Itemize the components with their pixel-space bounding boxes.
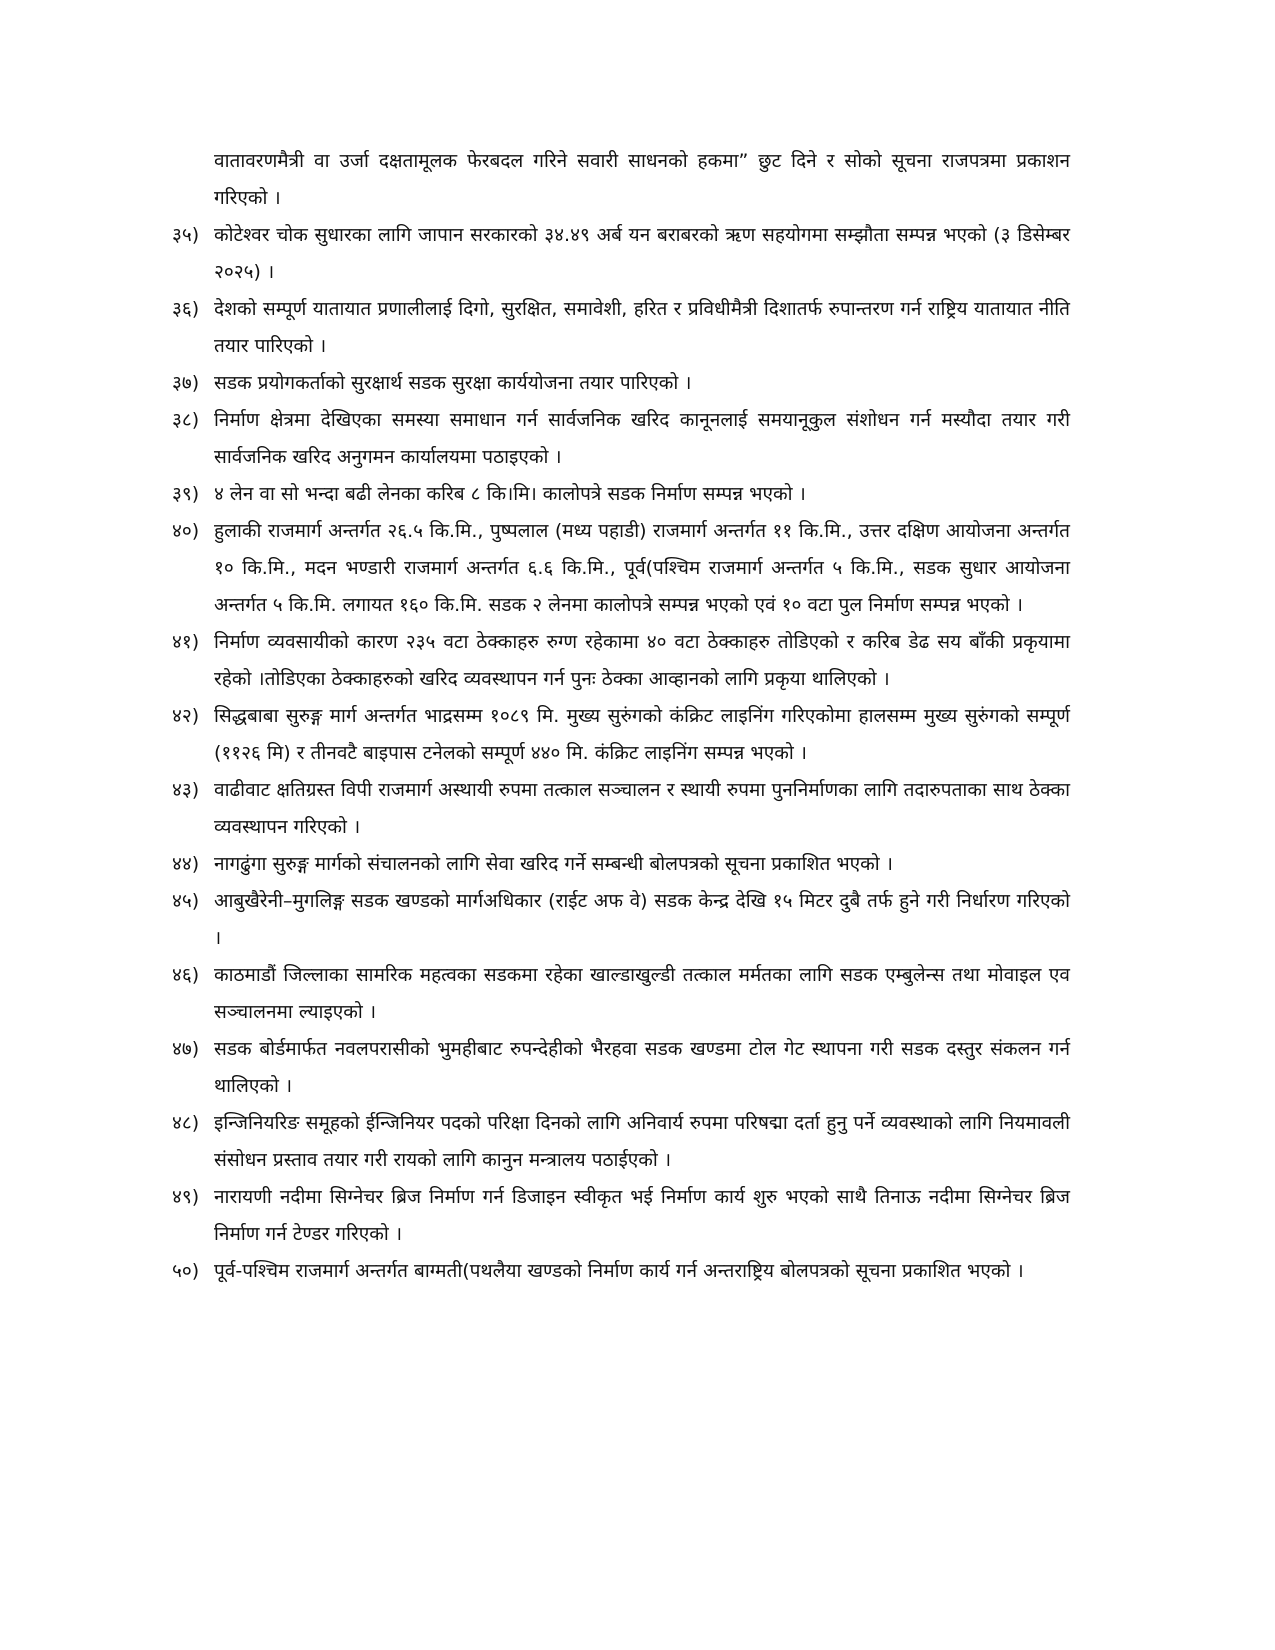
list-item — [172, 1179, 1070, 1253]
item-number: ४४) — [172, 853, 200, 875]
item-number: ४८) — [172, 1112, 200, 1134]
item-number: ३६) — [172, 298, 200, 320]
item-text: आबुखैरेनी–मुगलिङ्ग सडक खण्डको मार्गअधिकार (राईट अफ वे) सडक केन्द्र देखि १५ मिटर दुबै तर्फ हुने गरी निर्धारण गरिएको । — [214, 890, 1070, 949]
list-item — [172, 957, 1070, 1031]
item-number: ५०) — [172, 1260, 200, 1282]
item-number: ३७) — [172, 372, 200, 394]
continuation-paragraph: वातावरणमैत्री वा उर्जा दक्षतामूलक फेरबदल गरिने सवारी साधनको हकमा” छुट दिने र सोको सूचना राजपत्रमा प्रकाशन गरिएको । — [214, 150, 1070, 209]
item-number: ४६) — [172, 964, 200, 986]
item-number: ४९) — [172, 1186, 200, 1208]
list-item — [172, 1105, 1070, 1179]
list-item — [172, 402, 1070, 476]
numbered-list — [172, 217, 1070, 1290]
item-text: सिद्धबाबा सुरुङ्ग मार्ग अन्तर्गत भाद्रसम्म १०८९ मि. मुख्य सुरुंगको कंक्रिट लाइनिंग गरिएकोमा हालसम्म मुख्य सुरुंगको सम्पूर्ण (११२६ मि) र तीनवटै बाइपास टनेलको सम्पूर्ण ४४० मि. कंक्रिट लाइनिंग सम्पन्न भएको । — [214, 705, 1070, 764]
item-number: ३५) — [172, 224, 200, 246]
list-item — [172, 846, 1070, 883]
item-number: ४०) — [172, 520, 200, 542]
item-text: देशको सम्पूर्ण यातायात प्रणालीलाई दिगो, सुरक्षित, समावेशी, हरित र प्रविधीमैत्री दिशातर्फ रुपान्तरण गर्न राष्ट्रिय यातायात नीति तयार पारिएको । — [214, 298, 1070, 357]
item-number: ४५) — [172, 890, 200, 912]
item-number: ३९) — [172, 483, 200, 505]
item-number: ३८) — [172, 409, 200, 431]
item-text: हुलाकी राजमार्ग अन्तर्गत २६.५ कि.मि., पुष्पलाल (मध्य पहाडी) राजमार्ग अन्तर्गत ११ कि.मि., उत्तर दक्षिण आयोजना अन्तर्गत १० कि.मि., मदन भण्डारी राजमार्ग अन्तर्गत ६.६ कि.मि., पूर्व(पश्चिम राजमार्ग अन्तर्गत ५ कि.मि., सडक सुधार आयोजना अन्तर्गत ५ कि.मि. लगायत १६० कि.मि. सडक २ लेनमा कालोपत्रे सम्पन्न भएको एवं १० वटा पुल निर्माण सम्पन्न भएको । — [214, 520, 1070, 616]
list-item — [172, 698, 1070, 772]
item-text: काठमाडौं जिल्लाका सामरिक महत्वका सडकमा रहेका खाल्डाखुल्डी तत्काल मर्मतका लागि सडक एम्बुलेन्स तथा मोवाइल एव सञ्चालनमा ल्याइएको । — [214, 964, 1070, 1023]
item-text: कोटेश्वर चोक सुधारका लागि जापान सरकारको ३४.४९ अर्ब यन बराबरको ऋण सहयोगमा सम्झौता सम्पन्न भएको (३ डिसेम्बर २०२५) । — [214, 224, 1070, 283]
item-text: इन्जिनियरिङ समूहको ईन्जिनियर पदको परिक्षा दिनको लागि अनिवार्य रुपमा परिषद्मा दर्ता हुनु पर्ने व्यवस्थाको लागि नियमावली संसोधन प्रस्ताव तयार गरी रायको लागि कानुन मन्त्रालय पठाईएको । — [214, 1112, 1070, 1171]
list-item — [172, 217, 1070, 291]
list-item — [172, 1253, 1070, 1290]
item-text: ४ लेन वा सो भन्दा बढी लेनका करिब ८ कि।मि। कालोपत्रे सडक निर्माण सम्पन्न भएको । — [214, 483, 806, 505]
list-item — [172, 365, 1070, 402]
item-text: नागढुंगा सुरुङ्ग मार्गको संचालनको लागि सेवा खरिद गर्ने सम्बन्धी बोलपत्रको सूचना प्रकाशित भएको । — [214, 853, 893, 875]
list-item — [172, 883, 1070, 957]
item-text: पूर्व-पश्चिम राजमार्ग अन्तर्गत बाग्मती(पथलैया खण्डको निर्माण कार्य गर्न अन्तराष्ट्रिय बोलपत्रको सूचना प्रकाशित भएको । — [214, 1260, 1024, 1282]
item-text: नारायणी नदीमा सिग्नेचर ब्रिज निर्माण गर्न डिजाइन स्वीकृत भई निर्माण कार्य शुरु भएको साथै तिनाऊ नदीमा सिग्नेचर ब्रिज निर्माण गर्न टेण्डर गरिएको । — [214, 1186, 1070, 1245]
item-number: ४२) — [172, 705, 200, 727]
item-text: निर्माण क्षेत्रमा देखिएका समस्या समाधान गर्न सार्वजनिक खरिद कानूनलाई समयानूकुल संशोधन गर्न मस्यौदा तयार गरी सार्वजनिक खरिद अनुगमन कार्यालयमा पठाइएको । — [214, 409, 1070, 468]
item-number: ४३) — [172, 779, 200, 801]
list-item — [172, 772, 1070, 846]
item-text: वाढीवाट क्षतिग्रस्त विपी राजमार्ग अस्थायी रुपमा तत्काल सञ्चालन र स्थायी रुपमा पुननिर्माणका लागि तदारुपताका साथ ठेक्का व्यवस्थापन गरिएको । — [214, 779, 1070, 838]
item-number: ४७) — [172, 1038, 200, 1060]
item-text: सडक बोर्डमार्फत नवलपरासीको भुमहीबाट रुपन्देहीको भैरहवा सडक खण्डमा टोल गेट स्थापना गरी सडक दस्तुर संकलन गर्न थालिएको । — [214, 1038, 1070, 1097]
list-item — [172, 291, 1070, 365]
list-item — [172, 624, 1070, 698]
item-number: ४१) — [172, 631, 200, 653]
document-page — [172, 143, 1070, 1290]
list-item — [172, 513, 1070, 624]
item-text: निर्माण व्यवसायीको कारण २३५ वटा ठेक्काहरु रुग्ण रहेकामा ४० वटा ठेक्काहरु तोडिएको र करिब डेढ सय बाँकी प्रकृयामा रहेको ।तोडिएका ठेक्काहरुको खरिद व्यवस्थापन गर्न पुनः ठेक्का आव्हानको लागि प्रकृया थालिएको । — [214, 631, 1070, 690]
list-item — [172, 1031, 1070, 1105]
list-item — [172, 476, 1070, 513]
item-text: सडक प्रयोगकर्ताको सुरक्षार्थ सडक सुरक्षा कार्ययोजना तयार पारिएको । — [214, 372, 692, 394]
